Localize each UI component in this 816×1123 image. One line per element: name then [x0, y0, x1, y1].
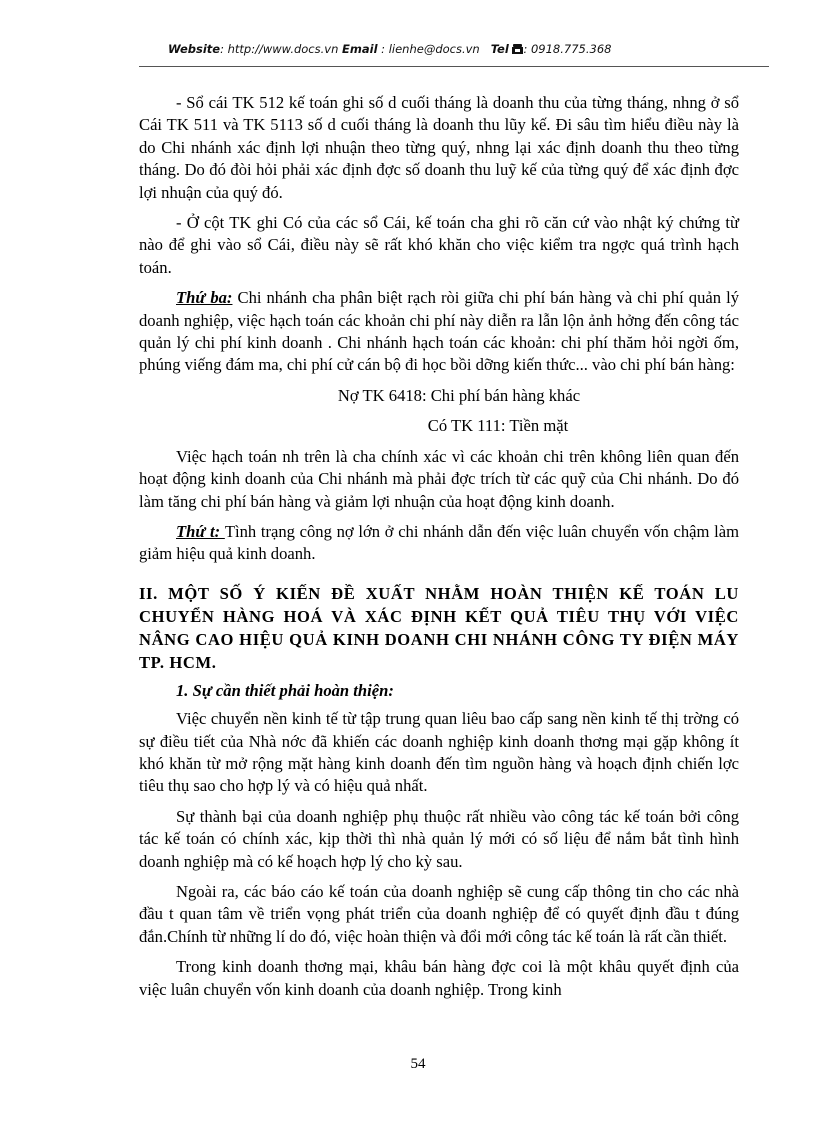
subsection-heading: 1. Sự cần thiết phải hoàn thiện: [176, 680, 394, 700]
journal-entry-debit: Nợ TK 6418: Chi phí bán hàng khác [337, 385, 581, 405]
lead-thu-ba: Thứ ba: [176, 288, 233, 308]
paragraph-9: Trong kinh doanh thơng mại, khâu bán hàng đợc coi là một khâu quyết định của việc luân chuyển vốn kinh doanh của doanh nghiệp. Trong kinh [139, 957, 739, 999]
page-header [168, 42, 768, 60]
paragraph-2: - Ở cột TK ghi Có của các sổ Cái, kế toán cha ghi rõ căn cứ vào nhật ký chứng từ nào để ghi vào sổ Cái, điều này sẽ rất khó khăn cho việc kiểm tra ngợc quá trình hạch toán. [139, 213, 739, 277]
journal-entry-credit: Có TK 111: Tiền mặt [427, 416, 569, 436]
section-heading: II. MỘT SỐ Ý KIẾN ĐỀ XUẤT NHẰM HOÀN THIỆN KẾ TOÁN LU CHUYỂN HÀNG HOÁ VÀ XÁC ĐỊNH KẾT QUẢ TIÊU THỤ VỚI VIỆC NÂNG CAO HIỆU QUẢ KINH DOANH CHI NHÁNH CÔNG TY ĐIỆN MÁY TP. HCM. [139, 583, 739, 672]
paragraph-3-text: Chi nhánh cha phân biệt rạch ròi giữa chi phí bán hàng và chi phí quản lý doanh nghiệp, việc hạch toán các khoản chi phí này diễn ra lẫn lộn ảnh hởng đến công tác quản lý chi phí kinh doanh . Chi nhánh hạch toán các khoản: chi phí thăm hỏi ngời ốm, phúng viếng đám ma, chi phí cử cán bộ đi học bồi dỡng kiến thức... vào chi phí bán hàng: [139, 288, 739, 375]
phone-icon [512, 43, 523, 57]
email-label: Email [342, 42, 378, 56]
paragraph-8: Ngoài ra, các báo cáo kế toán của doanh nghiệp sẽ cung cấp thông tin cho các nhà đầu t quan tâm về triển vọng phát triển của doanh nghiệp để có quyết định đầu t đúng đắn.Chính từ những lí do đó, việc hoàn thiện và đổi mới công tác kế toán là rất cần thiết. [139, 881, 739, 946]
document-body [139, 92, 739, 1009]
website-url: : http://www.docs.vn [220, 42, 339, 56]
tel-label: Tel [490, 42, 509, 56]
paragraph-4: Việc hạch toán nh trên là cha chính xác vì các khoản chi trên không liên quan đến hoạt động kinh doanh của Chi nhánh mà phải đợc trích từ các quỹ của Chi nhánh. Do đó làm tăng chi phí bán hàng và giảm lợi nhuận của hoạt động kinh doanh. [139, 446, 739, 511]
header-divider [139, 66, 769, 67]
email-address: : lienhe@docs.vn [377, 42, 480, 56]
lead-thu-tu: Thứ t: [176, 521, 225, 541]
website-label: Website [168, 42, 221, 56]
paragraph-7: Sự thành bại của doanh nghiệp phụ thuộc rất nhiều vào công tác kế toán bởi công tác kế toán có chính xác, kịp thời thì nhà quản lý mới có số liệu để nắm bắt tình hình doanh nghiệp mà có kế hoạch hợp lý cho kỳ sau. [139, 806, 739, 871]
paragraph-5 [139, 521, 739, 566]
page-number: 54 [410, 1056, 426, 1072]
paragraph-3 [139, 287, 739, 377]
paragraph-6: Việc chuyển nền kinh tế từ tập trung quan liêu bao cấp sang nền kinh tế thị trờng có sự điều tiết của Nhà nớc đã khiến các doanh nghiệp kinh doanh thơng mại gặp không ít khó khăn từ mở rộng mặt hàng kinh doanh đến tìm nguồn hàng và hoạch định chiến lợc tiêu thụ sao cho hợp lý và có hiệu quả nhất. [139, 709, 739, 796]
paragraph-1: - Sổ cái TK 512 kế toán ghi số d cuối tháng là doanh thu của từng tháng, nhng ở sổ Cái TK 511 và TK 5113 số d cuối tháng là doanh thu lũy kế. Đi sâu tìm hiểu điều này là do Chi nhánh xác định lợi nhuận theo từng quý, nhng lại xác định doanh thu theo từng tháng. Do đó đòi hỏi phải xác định đợc số doanh thu luỹ kế của từng quý để xác định đợc lợi nhuận của quý đó. [139, 93, 739, 202]
phone-number: : 0918.775.368 [523, 42, 612, 56]
paragraph-5-text: Tình trạng công nợ lớn ở chi nhánh dẫn đến việc luân chuyển vốn chậm làm giảm hiệu quả kinh doanh. [139, 521, 739, 564]
